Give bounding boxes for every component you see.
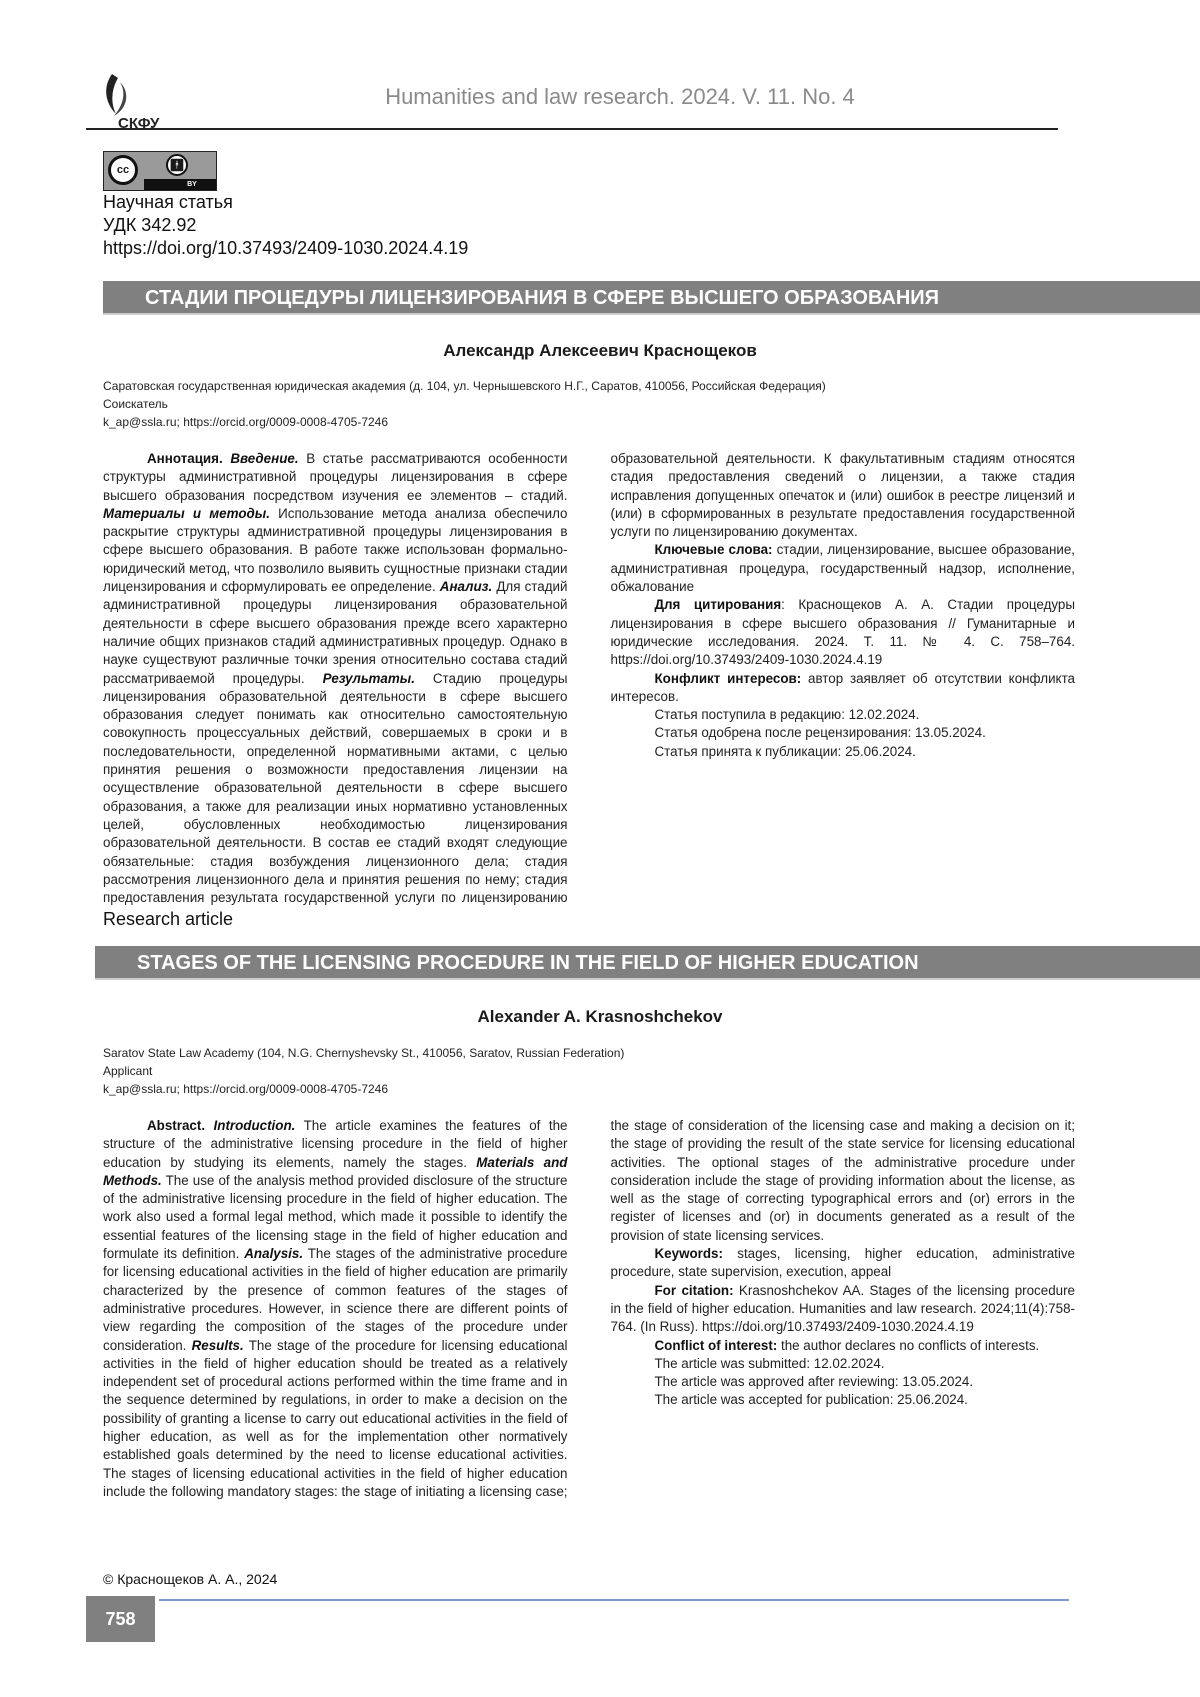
keywords-text: стадии, лицензирование, высшее образование, административная процедура, государственный надзор, исполнение, обжалование bbox=[611, 542, 1076, 594]
methods-label: Materials and Methods. bbox=[103, 1155, 568, 1188]
abstract-label: Abstract. bbox=[147, 1118, 205, 1133]
conflict-label: Conflict of interest: bbox=[655, 1338, 778, 1353]
date-accepted-ru: Статья принята к публикации: 25.06.2024. bbox=[611, 743, 1076, 761]
author-name-en: Alexander A. Krasnoshchekov bbox=[0, 1007, 1200, 1027]
article-title-ru: СТАДИИ ПРОЦЕДУРЫ ЛИЦЕНЗИРОВАНИЯ В СФЕРЕ ВЫСШЕГО ОБРАЗОВАНИЯ bbox=[103, 281, 1200, 315]
position-en: Applicant bbox=[103, 1062, 152, 1080]
analysis-label: Analysis. bbox=[244, 1246, 303, 1261]
methods-text: The use of the analysis method provided disclosure of the structure of the administrative licensing procedure in the field of higher education. The work also used a formal legal method, which made it possible to identify the essential features of the licensing stage in the field of higher education and formulate its definition. bbox=[103, 1173, 568, 1261]
header-divider bbox=[86, 128, 1058, 130]
keywords-ru bbox=[611, 541, 1076, 596]
citation-text: : Краснощеков А. А. Стадии процедуры лицензирования в сфере высшего образования // Гуманитарные и юридические исследования. 2024. Т. 11. № 4. С. 758–764. https://doi.org/10.37493/2409-1030.2024.4.19 bbox=[611, 597, 1076, 667]
by-label: BY bbox=[144, 179, 216, 190]
date-accepted-en: The article was accepted for publication: 25.06.2024. bbox=[611, 1391, 1076, 1409]
methods-label: Материалы и методы. bbox=[103, 506, 270, 521]
conflict-text: the author declares no conflicts of interests. bbox=[777, 1338, 1039, 1353]
svg-text:СКФУ: СКФУ bbox=[118, 115, 160, 132]
page-number: 758 bbox=[86, 1596, 155, 1642]
intro-label: Введение. bbox=[230, 451, 298, 466]
analysis-label: Анализ. bbox=[440, 579, 492, 594]
position-ru: Соискатель bbox=[103, 395, 168, 413]
citation-text: Krasnoshchekov AA. Stages of the licensing procedure in the field of higher education. Humanities and law research. 2024;11(4):758-764. (In Russ). https://doi.org/10.37493/2409-1030.2024.4.19 bbox=[611, 1283, 1076, 1335]
footer-divider bbox=[159, 1599, 1069, 1601]
article-type-en: Research article bbox=[103, 908, 233, 931]
results-label: Результаты. bbox=[323, 671, 415, 686]
date-submitted-ru: Статья поступила в редакцию: 12.02.2024. bbox=[611, 706, 1076, 724]
copyright: © Краснощеков А. А., 2024 bbox=[103, 1571, 277, 1587]
date-approved-ru: Статья одобрена после рецензирования: 13.05.2024. bbox=[611, 724, 1076, 742]
abstract-ru bbox=[103, 450, 1075, 908]
cc-by-license-badge[interactable] bbox=[103, 151, 217, 191]
intro-text: The article examines the features of the structure of the administrative licensing procedure in the field of higher education by studying its elements, namely the stages. bbox=[103, 1118, 568, 1170]
citation-label: For citation: bbox=[655, 1283, 734, 1298]
cc-icon: cc bbox=[108, 155, 138, 185]
author-name-ru: Александр Алексеевич Краснощеков bbox=[0, 341, 1200, 361]
intro-label: Introduction. bbox=[214, 1118, 296, 1133]
conflict-en bbox=[611, 1337, 1076, 1355]
abstract-en bbox=[103, 1117, 1075, 1507]
date-submitted-en: The article was submitted: 12.02.2024. bbox=[611, 1355, 1076, 1373]
citation-label: Для цитирования bbox=[655, 597, 782, 612]
analysis-text: Для стадий административной процедуры лицензирования образовательной деятельности в сфере высшего образования прежде всего характерно наличие общих признаков стадий административных процедур. Однако в науке существуют различные точки зрения относительно состава стадий рассматриваемой процедуры. bbox=[103, 579, 568, 685]
citation-en bbox=[611, 1282, 1076, 1337]
date-approved-en: The article was approved after reviewing: 13.05.2024. bbox=[611, 1373, 1076, 1391]
analysis-text: The stages of the administrative procedure for licensing educational activities in the field of higher education are primarily characterized by the presence of common features of the stages of administrative procedures. However, in science there are different points of view regarding the composition of the stages of the procedure under consideration. bbox=[103, 1246, 568, 1352]
keywords-label: Ключевые слова: bbox=[655, 542, 773, 557]
affiliation-en: Saratov State Law Academy (104, N.G. Chernyshevsky St., 410056, Saratov, Russian Federation) bbox=[103, 1044, 624, 1062]
article-title-en: STAGES OF THE LICENSING PROCEDURE IN THE FIELD OF HIGHER EDUCATION bbox=[95, 946, 1200, 980]
doi-link[interactable]: https://doi.org/10.37493/2409-1030.2024.4.19 bbox=[103, 237, 468, 260]
results-text: Стадию процедуры лицензирования образовательной деятельности в сфере высшего образования следует понимать как относительно самостоятельную совокупность процессуальных действий, совершаемых в сроки и в последовательности, определенной нормативными актами, с целью принятия решения о возможности предоставления лицензии на осуществление образовательной деятельности в сфере высшего образования, а также для реализации иных нормативно установленных целей, обусловленных необходимостью лицензирования образовательной деятельности. В состав ее стадий входят следующие обязательные: стадия возбуждения лицензионного дела; стадия рассмотрения лицензионного дела и принятия решения по нему; стадия предоставления результата государственной услуги по лицензированию образовательной деятельности. К факультативным стадиям относятся стадия предоставления сведений о лицензии, а также стадия исправления допущенных опечаток и (или) ошибок в реестре лицензий и (или) в сформированных в результате предоставления государственной услуги по лицензированию документах. bbox=[103, 451, 1075, 905]
conflict-label: Конфликт интересов: bbox=[655, 671, 802, 686]
keywords-en bbox=[611, 1245, 1076, 1282]
keywords-text: stages, licensing, higher education, administrative procedure, state supervision, execution, appeal bbox=[611, 1246, 1076, 1279]
journal-header: Humanities and law research. 2024. V. 11. No. 4 bbox=[0, 84, 1200, 110]
attribution-icon: 🚹︎ bbox=[166, 154, 188, 176]
results-text: The stage of the procedure for licensing educational activities in the field of higher education should be treated as a relatively independent set of procedural actions performed within the time frame and in the sequence determined by regulations, in order to make a decision on the possibility of granting a license to carry out educational activities in the field of higher education, as well as for the implementation other normatively established goals determined by the need to license educational activities. The stages of licensing educational activities in the field of higher education include the following mandatory stages: the stage of initiating a licensing case; the stage of consideration of the licensing case and making a decision on it; the stage of providing the result of the state service for licensing educational activities. The optional stages of the administrative procedure under consideration include the stage of providing information about the license, as well as the stage of correcting typographical errors and (or) errors in the register of licenses and (or) in documents generated as a result of the provision of state licensing services. bbox=[103, 1118, 1075, 1499]
contacts-en[interactable]: k_ap@ssla.ru; https://orcid.org/0009-0008-4705-7246 bbox=[103, 1080, 388, 1098]
article-type: Научная статья bbox=[103, 191, 233, 214]
conflict-text: автор заявляет об отсутствии конфликта интересов. bbox=[611, 671, 1076, 704]
contacts-ru[interactable]: k_ap@ssla.ru; https://orcid.org/0009-0008-4705-7246 bbox=[103, 413, 388, 431]
methods-text: Использование метода анализа обеспечило раскрытие структуры административной процедуры лицензирования в сфере высшего образования. В работе также использован формально-юридический метод, что позволило выявить сущностные признаки стадии лицензирования и сформулировать ее определение. bbox=[103, 506, 568, 594]
udc-code: УДК 342.92 bbox=[103, 214, 196, 237]
abstract-label: Аннотация. bbox=[147, 451, 223, 466]
affiliation-ru: Саратовская государственная юридическая академия (д. 104, ул. Чернышевского Н.Г., Саратов, 410056, Российская Федерация) bbox=[103, 377, 826, 395]
results-label: Results. bbox=[192, 1338, 244, 1353]
keywords-label: Keywords: bbox=[655, 1246, 723, 1261]
citation-ru bbox=[611, 596, 1076, 669]
conflict-ru bbox=[611, 670, 1076, 707]
intro-text: В статье рассматриваются особенности структуры административной процедуры лицензирования в сфере высшего образования посредством изучения ее элементов – стадий. bbox=[103, 451, 568, 503]
